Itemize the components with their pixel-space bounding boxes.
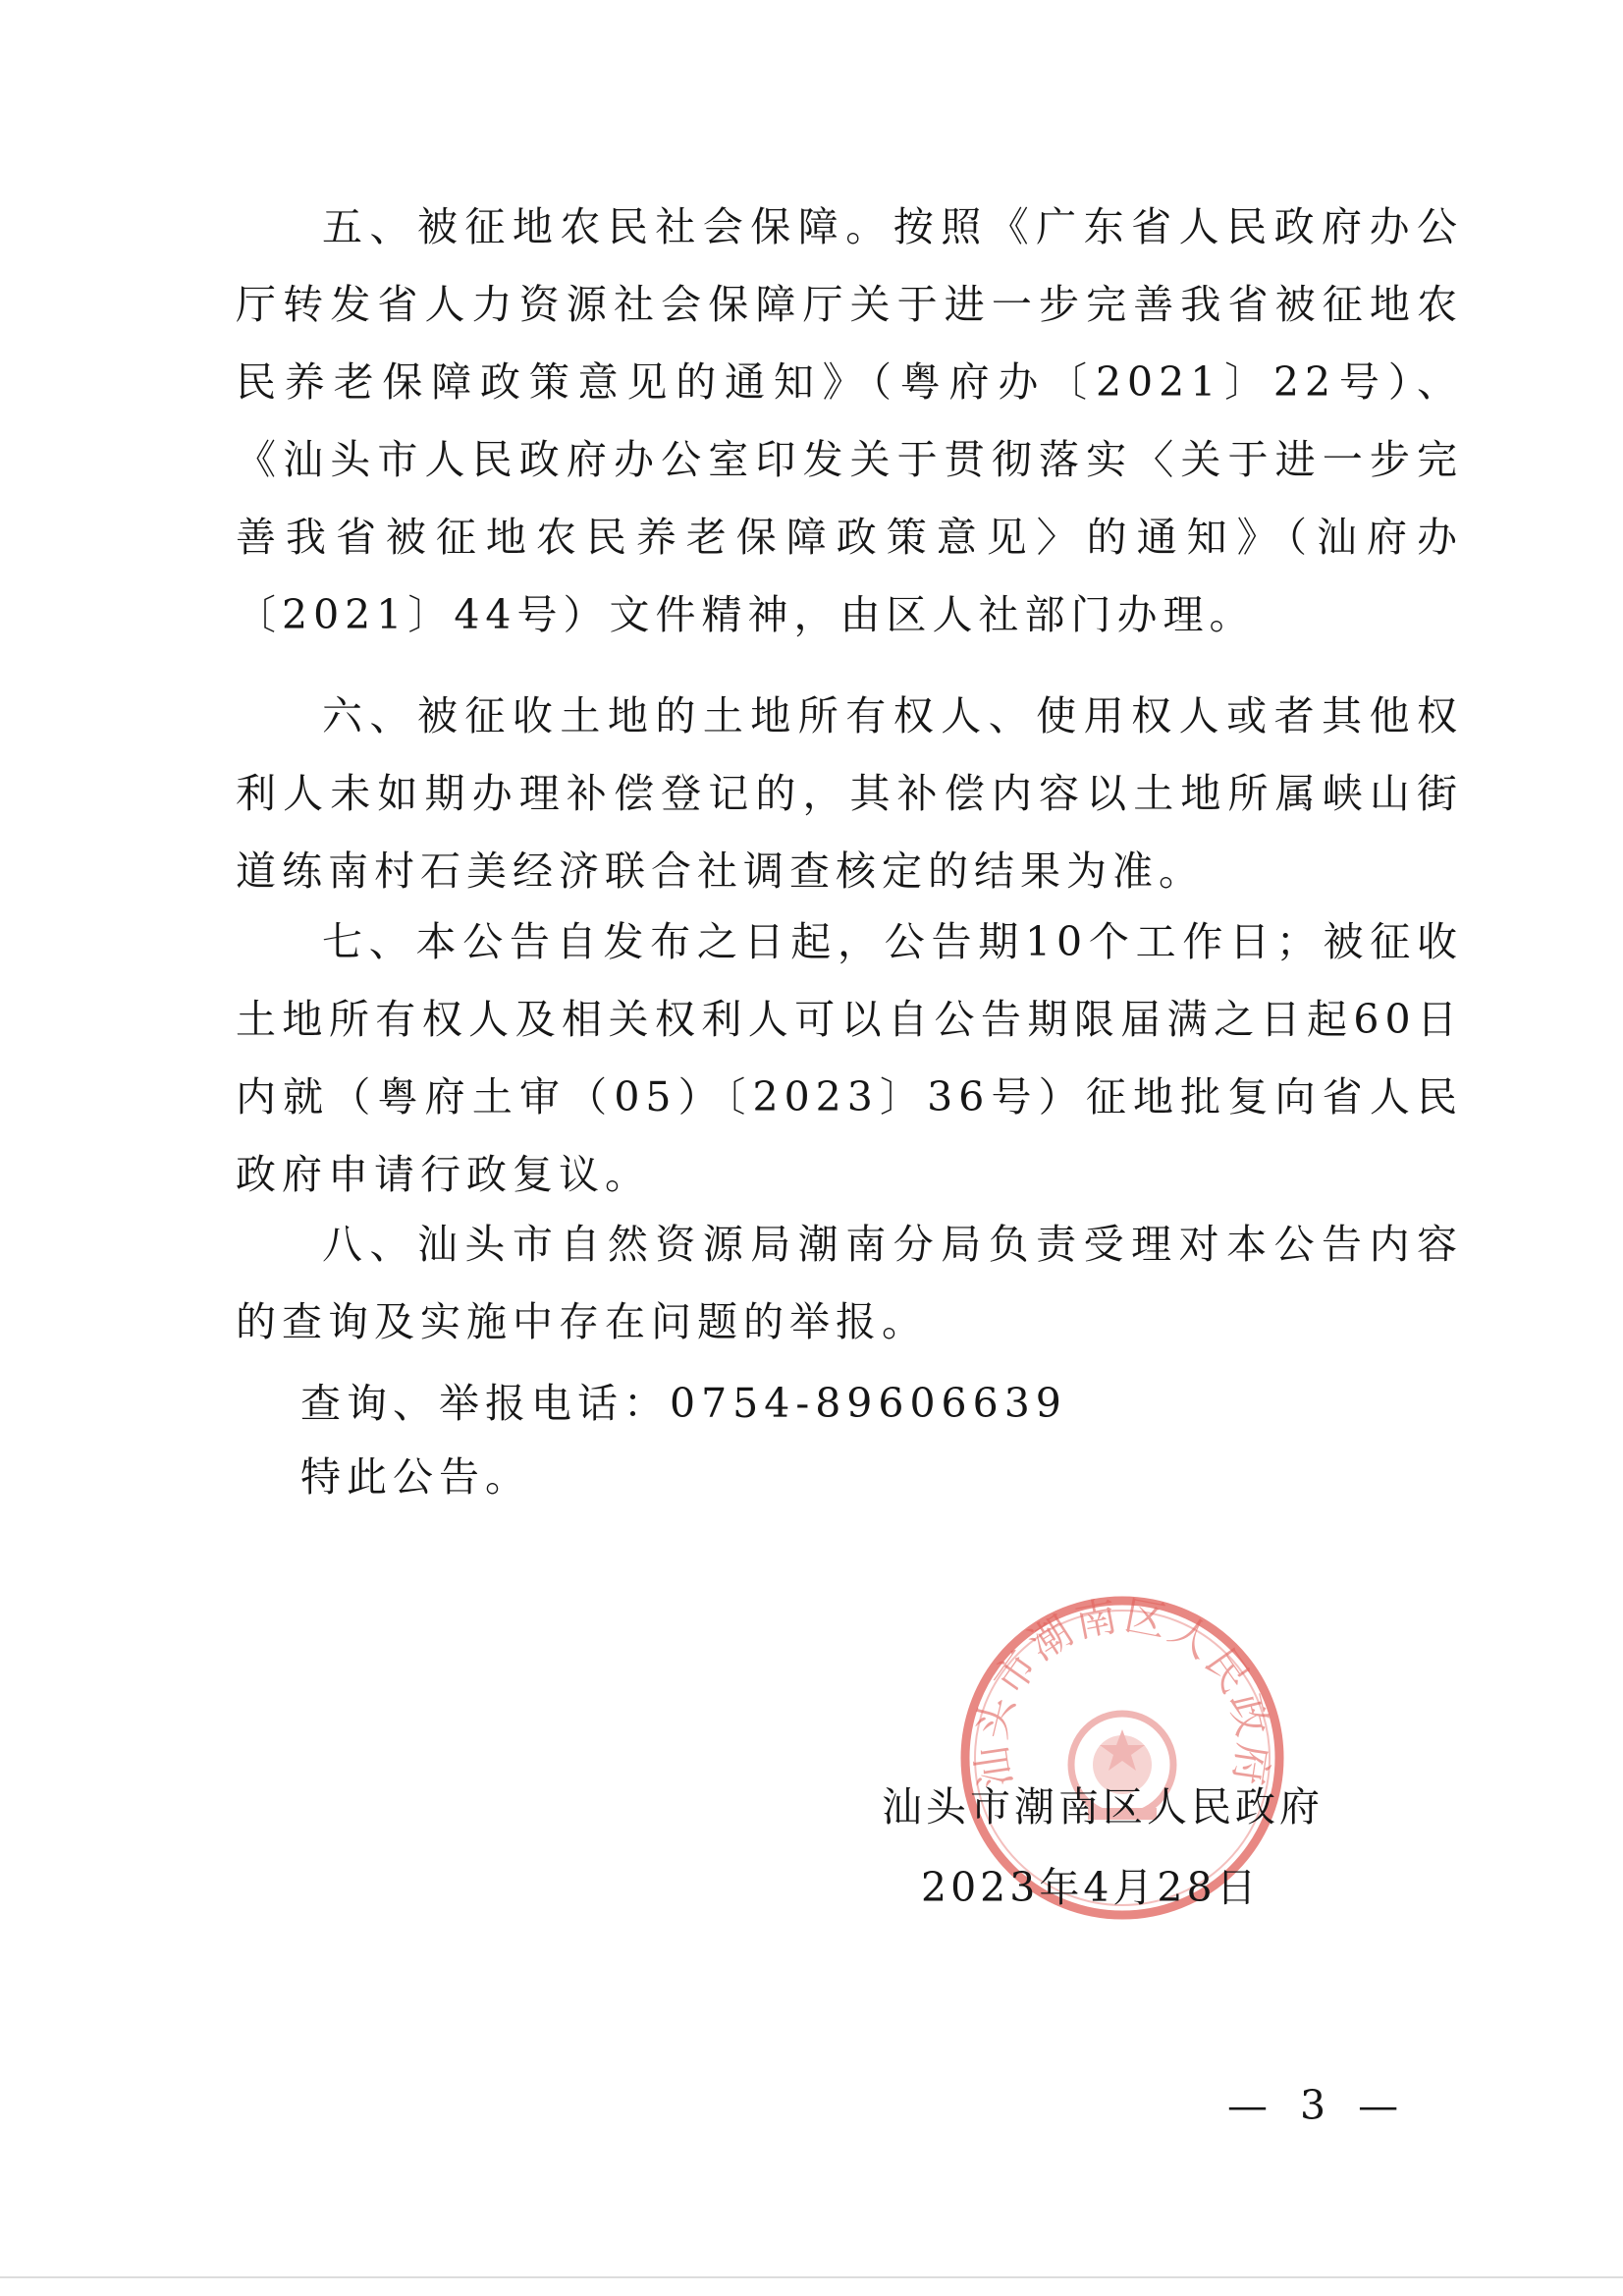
paragraph-social-security: 五、被征地农民社会保障。按照《广东省人民政府办公厅转发省人力资源社会保障厅关于进一步完善我省被征地农民养老保障政策意见的通知》（粤府办〔2021〕22号）、《汕头市人民政府办公室印发关于贯彻落实〈关于进一步完善我省被征地农民养老保障政策意见〉的通知》（汕府办〔2021〕44号）文件精神，由区人社部门办理。: [236, 203, 1463, 638]
signing-organization: 汕头市潮南区人民政府: [882, 1783, 1324, 1831]
paragraph-announcement-period: 七、本公告自发布之日起，公告期10个工作日；被征收土地所有权人及相关权利人可以自公告期限届满之日起60日内就（粤府土审（05）〔2023〕36号）征地批复向省人民政府申请行政复议。: [236, 918, 1463, 1198]
signing-date: 2023年4月28日: [921, 1864, 1261, 1911]
contact-phone-line: 查询、举报电话：0754-89606639: [300, 1380, 1067, 1427]
paragraph-compensation-registration: 六、被征收土地的土地所有权人、使用权人或者其他权利人未如期办理补偿登记的，其补偿内容以土地所属峡山街道练南村石美经济联合社调查核定的结果为准。: [236, 692, 1463, 895]
paragraph-inquiry-report: 八、汕头市自然资源局潮南分局负责受理对本公告内容的查询及实施中存在问题的举报。: [236, 1221, 1463, 1345]
page-number: — 3 —: [1227, 2082, 1409, 2129]
seal-text: 汕头市潮南区人民政府: [966, 1591, 1278, 1791]
closing-statement: 特此公告。: [300, 1453, 531, 1501]
scan-edge-line: [0, 2276, 1623, 2278]
